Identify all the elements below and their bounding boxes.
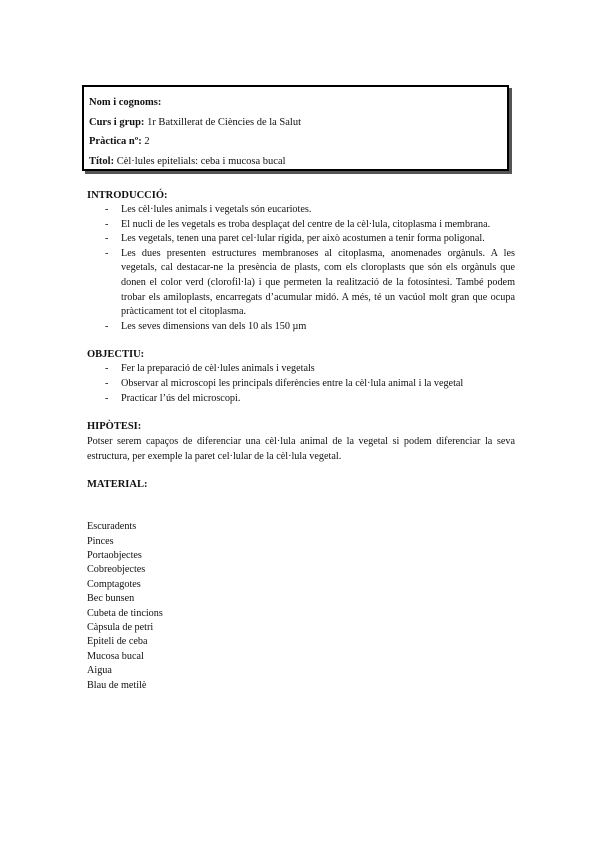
document-body [87, 189, 515, 693]
list-item: Bec bunsen [87, 593, 135, 605]
practice-label: Pràctica nº: [89, 136, 142, 147]
objective-heading: OBJECTIU: [87, 349, 145, 361]
list-item: Portaobjectes [87, 549, 142, 561]
practice-row [89, 132, 507, 152]
list-item: - El nucli de les vegetals es troba desplaçat del centre de la cèl·lula, citoplasma i membrana. [105, 218, 491, 230]
hypothesis-text: Potser serem capaços de diferenciar una cèl·lula animal de la vegetal si podem diferenciar la seva estructura, per exemple la paret cel·lular de la cèl·lula vegetal. [87, 436, 515, 463]
list-item: - Practicar l’ús del microscopi. [105, 392, 241, 404]
hypothesis-heading: HIPÒTESI: [87, 421, 142, 433]
list-item: Pinces [87, 535, 114, 547]
group-label: Curs i grup: [89, 116, 145, 128]
list-item: - Observar al microscopi les principals diferències entre la cèl·lula animal i la vegetal [105, 377, 464, 389]
name-row [89, 93, 507, 113]
title-row [89, 152, 507, 172]
list-item: Cobreobjectes [87, 564, 146, 576]
material-list [87, 520, 515, 693]
list-item: - Les dues presenten estructures membranoses al citoplasma, anomenades orgànuls. A les vegetals, cal destacar-ne la presència de plasts, com els cloroplasts que són els orgànuls que donen el color verd (clorofil·la) i que permeten la realització de la fotosíntesi. També podem trobar els amiloplasts, encarregats d’acumular midó. A més, té un vacúol molt gran que ocupa pràcticament tot el citoplasma. [105, 247, 515, 318]
list-item: - Les cèl·lules animals i vegetals són eucariotes. [105, 204, 312, 215]
name-label: Nom i cognoms: [89, 97, 162, 108]
material-heading: MATERIAL: [87, 479, 148, 491]
list-item: Comptagotes [87, 578, 141, 590]
list-item: Escuradents [87, 521, 137, 533]
objective-list [87, 362, 515, 406]
group-row [89, 113, 507, 133]
list-item: - Les seves dimensions van dels 10 als 150 µm [105, 320, 307, 332]
list-item: Càpsula de petri [87, 621, 154, 633]
title-value: Cèl·lules epitelials: ceba i mucosa bucal [116, 155, 286, 167]
title-label: Títol: [89, 155, 115, 167]
list-item: Cubeta de tincions [87, 607, 163, 619]
practice-value: 2 [144, 136, 150, 147]
student-info-box [82, 85, 509, 171]
list-item: - Les vegetals, tenen una paret cel·lular rígida, per això acostumen a tenir forma poligonal. [105, 233, 485, 245]
list-item: Epiteli de ceba [87, 636, 148, 648]
list-item: - Fer la preparació de cèl·lules animals i vegetals [105, 363, 315, 375]
group-value: 1r Batxillerat de Ciències de la Salut [147, 116, 302, 128]
list-item: Blau de metilè [87, 679, 147, 691]
introduction-heading: INTRODUCCIÓ: [87, 190, 168, 201]
list-item: Aigua [87, 665, 112, 677]
introduction-list [87, 203, 515, 334]
list-item: Mucosa bucal [87, 650, 144, 662]
